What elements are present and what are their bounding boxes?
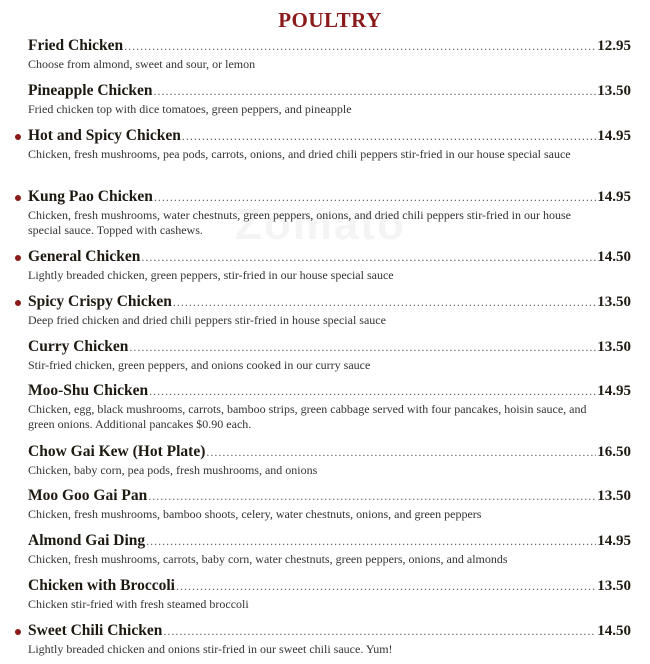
menu-item [0,443,650,478]
menu-item-header [0,577,650,597]
menu-item-price: 13.50 [597,578,631,594]
menu-item [0,532,650,567]
menu-item-header [0,382,650,402]
menu-item [0,622,650,657]
menu-item-price: 14.95 [597,128,631,144]
menu-item-description: Deep fried chicken and dried chili peppers stir-fried in house special sauce [28,313,386,327]
menu-item-header [0,293,650,313]
menu-item [0,248,650,283]
dot-leader [149,384,596,399]
menu-item-price: 14.95 [597,383,631,399]
menu-item [0,487,650,522]
menu-item-name: Chow Gai Kew (Hot Plate) [28,443,206,460]
menu-item-name: Moo Goo Gai Pan [28,487,148,504]
menu-item-name: Chicken with Broccoli [28,577,175,594]
dot-leader [163,624,596,639]
spicy-bullet-icon [15,134,21,140]
menu-item-price: 14.50 [597,623,631,639]
menu-item-name: General Chicken [28,248,141,265]
menu-item-description: Chicken, fresh mushrooms, carrots, baby corn, water chestnuts, green peppers, onions, and almonds [28,552,508,566]
menu-item-description: Choose from almond, sweet and sour, or lemon [28,57,256,71]
dot-leader [154,190,596,205]
menu-item-name: Fried Chicken [28,37,124,54]
section-title: POULTRY [278,8,382,32]
menu-item-name: Sweet Chili Chicken [28,622,163,639]
menu-item-price: 13.50 [597,488,631,504]
menu-item-description: Chicken, fresh mushrooms, water chestnuts, green peppers, onions, and dried chili peppers stir-fried in our house special sauce. Topped with cashews. [28,208,571,237]
dot-leader [146,534,596,549]
menu-item-header [0,338,650,358]
menu-item-name: Almond Gai Ding [28,532,146,549]
spicy-bullet-icon [15,629,21,635]
dot-leader [173,295,596,310]
menu-item-description: Chicken stir-fried with fresh steamed broccoli [28,597,249,611]
menu-item-header [0,487,650,507]
menu-item-price: 13.50 [597,294,631,310]
menu-item [0,127,650,162]
menu-item-name: Spicy Crispy Chicken [28,293,172,310]
menu-item-description: Stir-fried chicken, green peppers, and onions cooked in our curry sauce [28,358,371,372]
menu-item [0,382,650,432]
dot-leader [129,340,596,355]
menu-item-description: Fried chicken top with dice tomatoes, green peppers, and pineapple [28,102,352,116]
menu-item [0,338,650,373]
menu-item-price: 16.50 [597,444,631,460]
menu-item-description: Lightly breaded chicken, green peppers, stir-fried in our house special sauce [28,268,394,282]
menu-item-header [0,443,650,463]
menu-item-header [0,82,650,102]
dot-leader [206,445,596,460]
menu-item-header [0,37,650,57]
menu-item-name: Moo-Shu Chicken [28,382,149,399]
spicy-bullet-icon [15,255,21,261]
menu-item [0,188,650,238]
menu-item-description: Chicken, egg, black mushrooms, carrots, bamboo strips, green cabbage served with four pancakes, hoisin sauce, and green onions. Additional pancakes $0.90 each. [28,402,587,431]
menu-item [0,82,650,117]
menu-item-header [0,532,650,552]
menu-item-header [0,188,650,208]
menu-item-name: Hot and Spicy Chicken [28,127,181,144]
menu-item-header [0,248,650,268]
menu-item-price: 13.50 [597,339,631,355]
dot-leader [182,129,596,144]
menu-item-name: Curry Chicken [28,338,129,355]
menu-item-price: 13.50 [597,83,631,99]
dot-leader [176,579,596,594]
menu-item-price: 14.95 [597,189,631,205]
menu-item [0,577,650,612]
menu-item-price: 14.50 [597,249,631,265]
menu-item-header [0,127,650,147]
spicy-bullet-icon [15,195,21,201]
dot-leader [153,84,596,99]
dot-leader [124,39,596,54]
menu-item [0,293,650,328]
menu-item-description: Chicken, fresh mushrooms, bamboo shoots, celery, water chestnuts, onions, and green peppers [28,507,482,521]
dot-leader [148,489,596,504]
menu-item-description: Lightly breaded chicken and onions stir-fried in our sweet chili sauce. Yum! [28,642,393,656]
menu-item-header [0,622,650,642]
menu-item-price: 14.95 [597,533,631,549]
menu-item-price: 12.95 [597,38,631,54]
menu-item-name: Pineapple Chicken [28,82,153,99]
menu-item-description: Chicken, baby corn, pea pods, fresh mushrooms, and onions [28,463,318,477]
menu-item-name: Kung Pao Chicken [28,188,153,205]
spicy-bullet-icon [15,300,21,306]
menu-item-description: Chicken, fresh mushrooms, pea pods, carrots, onions, and dried chili peppers stir-fried in our house special sauce [28,147,571,161]
dot-leader [141,250,596,265]
menu-item [0,37,650,72]
